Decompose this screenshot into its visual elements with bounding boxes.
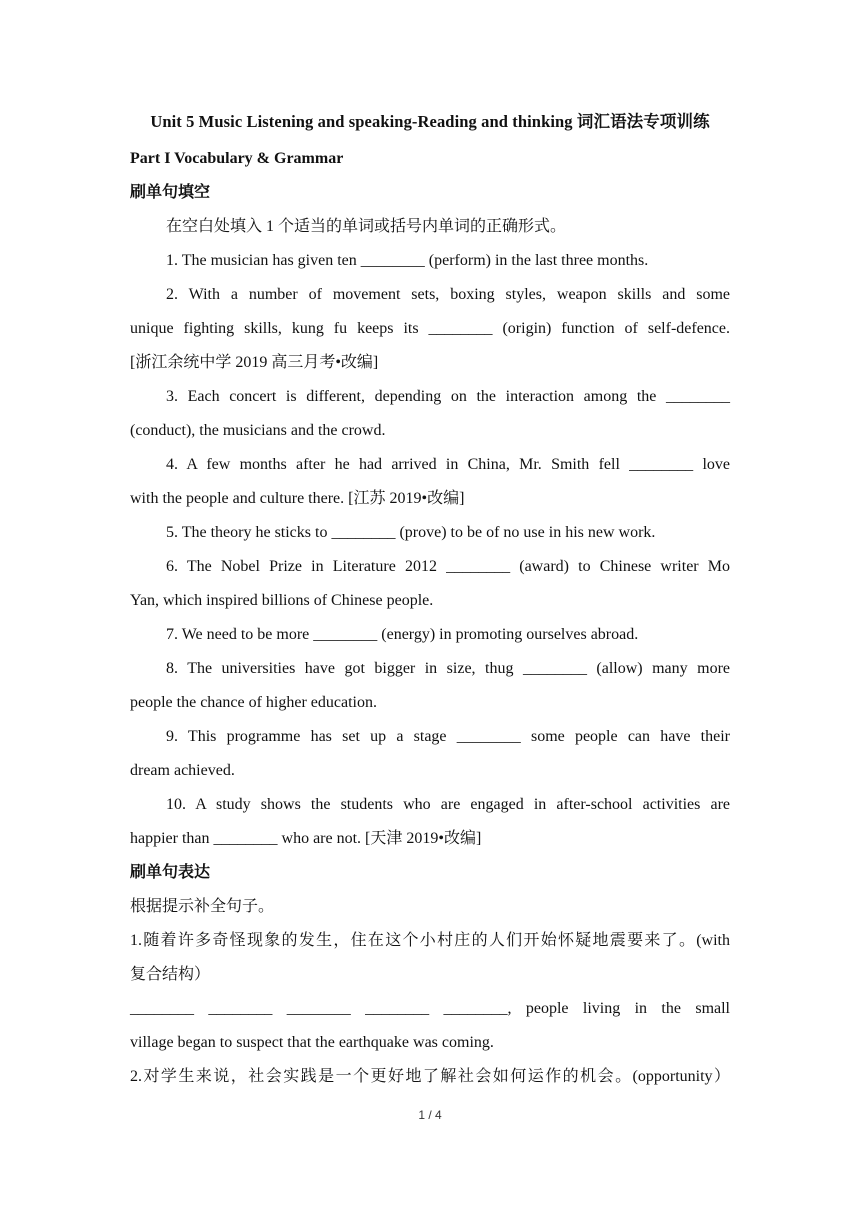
- expression-1-line-2: 复合结构）: [130, 966, 211, 983]
- expression-1-answer-line: ________ ________ ________ ________ ________, people living in the small: [130, 1000, 730, 1017]
- part-heading: Part I Vocabulary & Grammar: [130, 150, 344, 167]
- document-body: [130, 142, 730, 1094]
- expression-1-answer-line-2: village began to suspect that the earthquake was coming.: [130, 1034, 494, 1051]
- question-6-line-1: 6. The Nobel Prize in Literature 2012 ________ (award) to Chinese writer Mo: [166, 558, 730, 575]
- question-2-line-2: unique fighting skills, kung fu keeps its ________ (origin) function of self-defence.: [130, 320, 730, 337]
- section-title-fill-blank: 刷单句填空: [130, 184, 211, 201]
- question-5: 5. The theory he sticks to ________ (prove) to be of no use in his new work.: [166, 524, 656, 541]
- question-4-line-1: 4. A few months after he had arrived in China, Mr. Smith fell ________ love: [166, 456, 730, 473]
- question-9-line-1: 9. This programme has set up a stage ________ some people can have their: [166, 728, 730, 745]
- question-2-line-1: 2. With a number of movement sets, boxing styles, weapon skills and some: [166, 286, 730, 303]
- document-title: Unit 5 Music Listening and speaking-Reading and thinking 词汇语法专项训练: [150, 112, 710, 131]
- question-3-line-1: 3. Each concert is different, depending on the interaction among the ________: [166, 388, 730, 405]
- section-2-instruction: 根据提示补全句子。: [130, 898, 275, 915]
- question-10-line-2: happier than ________ who are not. [天津 2019•改编]: [130, 830, 482, 847]
- question-1: 1. The musician has given ten ________ (perform) in the last three months.: [166, 252, 649, 269]
- question-2-source: [浙江余统中学 2019 高三月考•改编]: [130, 354, 379, 371]
- question-8-line-2: people the chance of higher education.: [130, 694, 377, 711]
- question-8-line-1: 8. The universities have got bigger in size, thug ________ (allow) many more: [166, 660, 730, 677]
- question-7: 7. We need to be more ________ (energy) in promoting ourselves abroad.: [166, 626, 639, 643]
- section-instruction: 在空白处填入 1 个适当的单词或括号内单词的正确形式。: [166, 218, 567, 235]
- expression-1-line-1: 1.随着许多奇怪现象的发生，住在这个小村庄的人们开始怀疑地震要来了。(with: [130, 932, 730, 949]
- page-number: 1 / 4: [418, 1108, 442, 1122]
- question-6-line-2: Yan, which inspired billions of Chinese people.: [130, 592, 434, 609]
- expression-2-line-1: 2.对学生来说，社会实践是一个更好地了解社会如何运作的机会。(opportunity）: [130, 1068, 730, 1085]
- question-4-line-2: with the people and culture there. [江苏 2019•改编]: [130, 490, 465, 507]
- question-10-line-1: 10. A study shows the students who are engaged in after-school activities are: [166, 796, 730, 813]
- question-3-line-2: (conduct), the musicians and the crowd.: [130, 422, 386, 439]
- question-9-line-2: dream achieved.: [130, 762, 235, 779]
- section-title-sentence-expression: 刷单句表达: [130, 864, 211, 881]
